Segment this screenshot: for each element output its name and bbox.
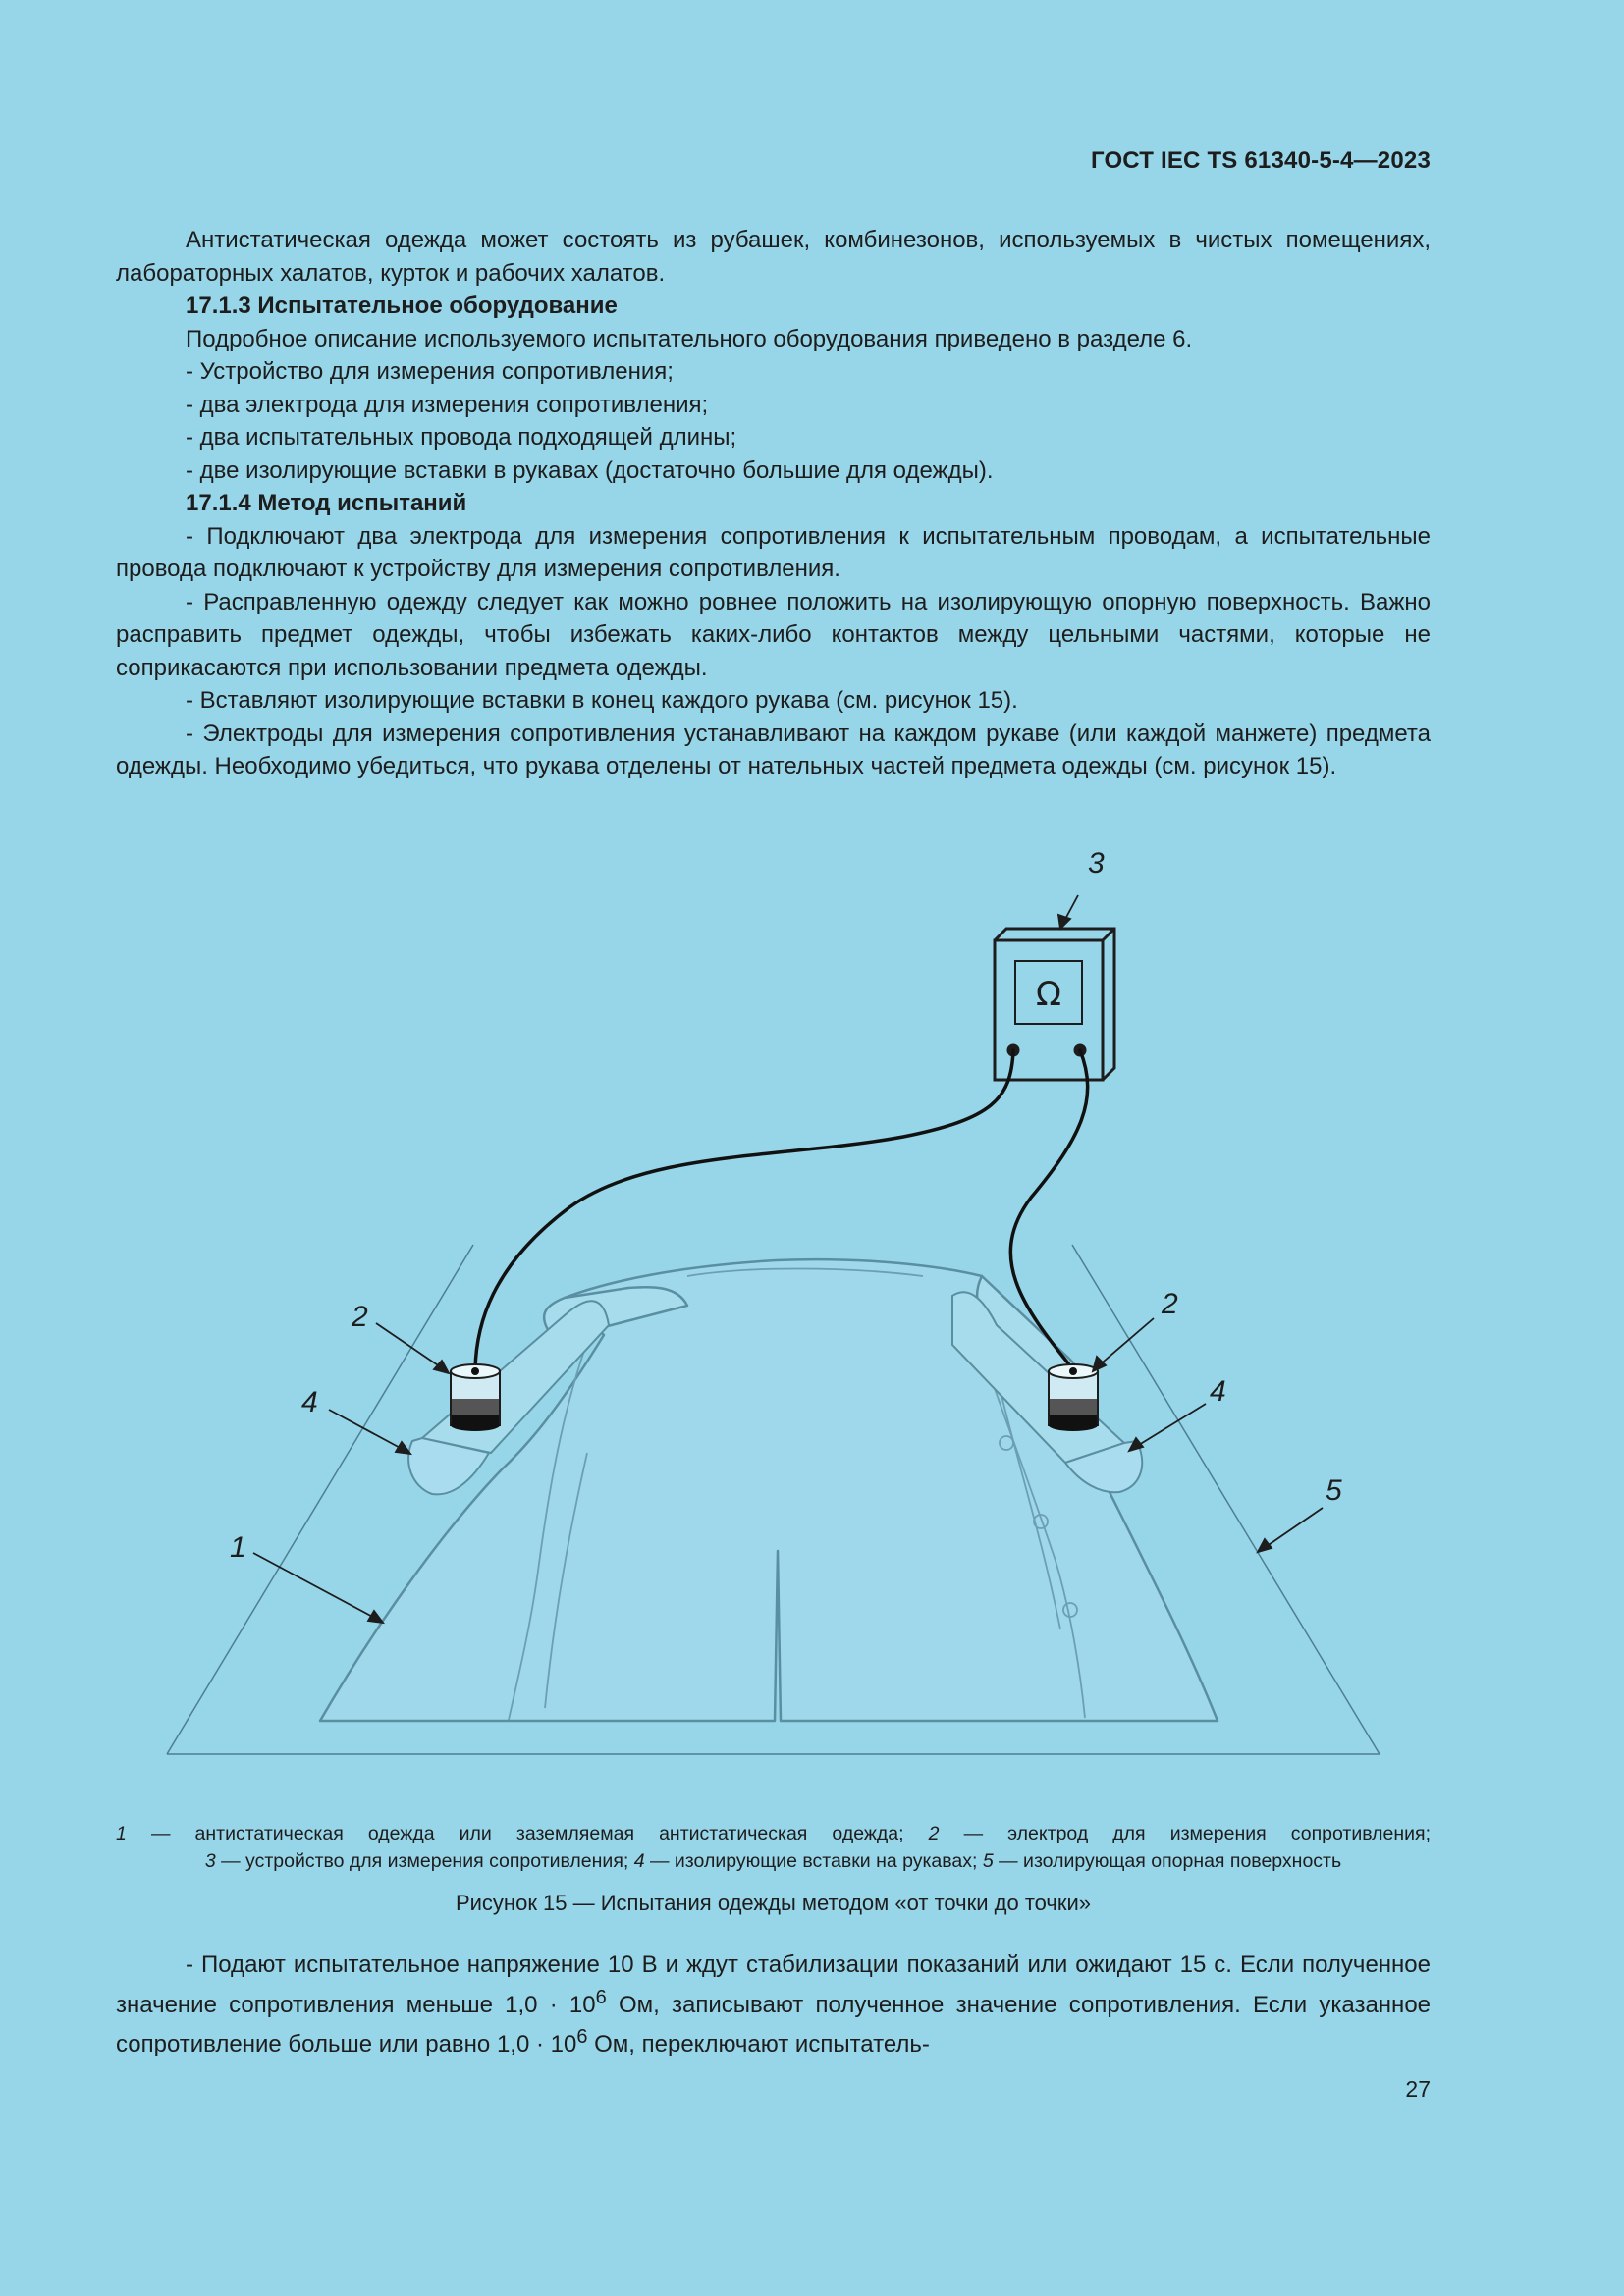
body-text	[116, 224, 1431, 783]
list-item-resistance-device: - Устройство для измерения сопротивления;	[186, 358, 674, 385]
list-item-test-leads: - два испытательных провода подходящей длины;	[186, 424, 737, 451]
legend-num-2: 2	[928, 1823, 940, 1844]
paragraph-lay-garment: - Расправленную одежду следует как можно ровнее положить на изолирующую опорную поверхность. Важно расправить предмет одежды, чтобы избежать каких-либо контактов между цельными частями, которые не соприкасаются при использовании предмета одежды.	[116, 588, 1431, 681]
list-item-sleeve-inserts: - две изолирующие вставки в рукавах (достаточно большие для одежды).	[186, 456, 994, 484]
label-3-meter: 3	[1088, 847, 1105, 880]
paragraph-equipment-description: Подробное описание используемого испытательного оборудования приведено в разделе 6.	[186, 325, 1193, 352]
paragraph-clothing-types: Антистатическая одежда может состоять из рубашек, комбинезонов, используемых в чистых помещениях, лабораторных халатов, курток и рабочих халатов.	[116, 227, 1431, 287]
section-heading-test-method: 17.1.4 Метод испытаний	[186, 490, 467, 516]
label-4-right-insert: 4	[1210, 1375, 1226, 1408]
paragraph-place-electrodes: - Электроды для измерения сопротивления устанавливают на каждом рукаве (или каждой манжете) предмета одежды. Необходимо убедиться, что рукава отделены от нательных частей предмета одежды (см. рисунок 15).	[116, 720, 1431, 779]
label-2-right-electrode: 2	[1162, 1288, 1178, 1320]
legend-num-5: 5	[982, 1850, 994, 1872]
voltage-text-part-1: - Подают испытательное напряжение 10 В и ждут стабилизации показаний или ожидают 15 с. Если полученное значение сопротивления меньше 1,0 · 10	[116, 1951, 1431, 2018]
label-4-left-insert: 4	[301, 1386, 318, 1418]
exponent-2: 6	[576, 2026, 588, 2048]
page-number: 27	[1405, 2076, 1431, 2102]
figure-15-diagram	[0, 825, 1624, 1787]
right-electrode	[1049, 1364, 1098, 1431]
figure-legend	[116, 1820, 1431, 1875]
label-1-garment: 1	[230, 1531, 246, 1564]
paragraph-connect-electrodes: - Подключают два электрода для измерения сопротивления к испытательным проводам, а испытательные провода подключают к устройству для измерения сопротивления.	[116, 522, 1431, 582]
label-5-surface: 5	[1326, 1474, 1342, 1507]
exponent-1: 6	[595, 1986, 607, 2008]
legend-line-2	[116, 1847, 1431, 1875]
legend-num-3: 3	[204, 1850, 216, 1872]
legend-text-3: — устройство для измерения сопротивления;	[215, 1850, 634, 1872]
voltage-text-part-2: Ом, записывают полученное значение сопротивления. Если указанное сопротивление больше или равно 1,0 · 10	[116, 1991, 1432, 2057]
left-electrode	[451, 1364, 500, 1431]
list-item-electrodes: - два электрода для измерения сопротивления;	[186, 391, 709, 418]
legend-text-1: — антистатическая одежда или заземляемая антистатическая одежда;	[126, 1823, 929, 1844]
section-heading-test-equipment: 17.1.3 Испытательное оборудование	[186, 293, 618, 319]
document-header: ГОСТ IEC TS 61340-5-4—2023	[1090, 147, 1431, 174]
legend-text-5: — изолирующая опорная поверхность	[993, 1850, 1342, 1872]
legend-num-4: 4	[633, 1850, 645, 1872]
paragraph-apply-voltage	[116, 1949, 1431, 2061]
legend-text-2: — электрод для измерения сопротивления;	[939, 1823, 1431, 1844]
legend-line-1	[116, 1820, 1431, 1847]
ohm-symbol: Ω	[1036, 975, 1061, 1014]
paragraph-insert-sleeves: - Вставляют изолирующие вставки в конец каждого рукава (см. рисунок 15).	[186, 687, 1018, 714]
figure-caption: Рисунок 15 — Испытания одежды методом «от точки до точки»	[455, 1891, 1092, 1915]
label-2-left-electrode: 2	[352, 1301, 368, 1333]
legend-num-1: 1	[116, 1823, 127, 1844]
voltage-text-part-3: Ом, переключают испытатель-	[587, 2031, 930, 2057]
legend-text-4: — изолирующие вставки на рукавах;	[644, 1850, 983, 1872]
body-text-continued	[116, 1949, 1431, 2061]
